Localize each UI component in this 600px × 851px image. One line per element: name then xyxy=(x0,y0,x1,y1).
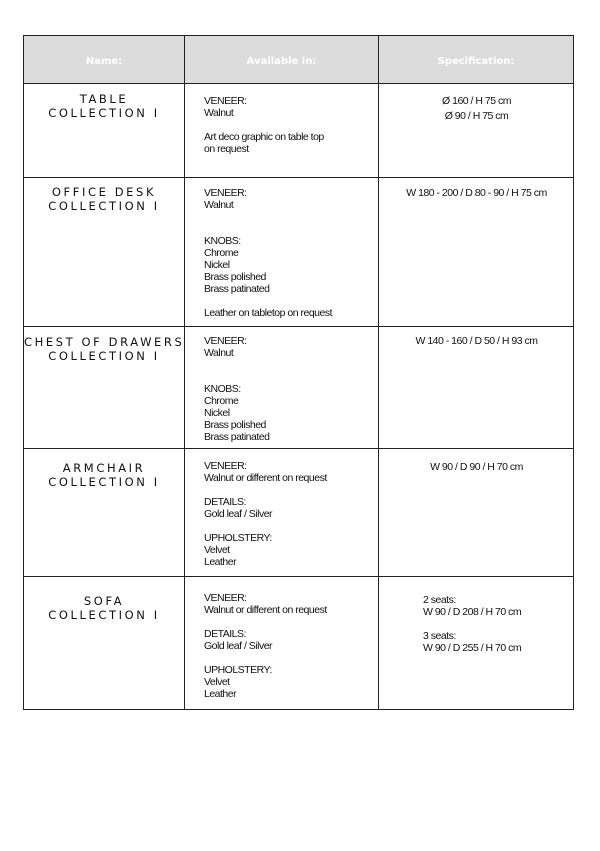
available-line: on request xyxy=(204,143,249,155)
available-line xyxy=(204,295,394,307)
row-sofa-name xyxy=(24,594,184,622)
collection-name: COLLECTION I xyxy=(48,106,160,120)
available-line: VENEER: xyxy=(204,187,247,199)
column-divider xyxy=(184,36,185,709)
row-chest-of-drawers-name xyxy=(24,335,184,363)
available-line: Chrome xyxy=(204,247,239,259)
available-line: Walnut xyxy=(204,199,234,211)
available-line: Brass polished xyxy=(204,419,266,431)
available-line: Walnut or different on request xyxy=(204,472,327,484)
available-line: Nickel xyxy=(204,407,230,419)
available-line: Gold leaf / Silver xyxy=(204,508,273,520)
product-name: CHEST OF DRAWERS xyxy=(24,335,185,349)
row-office-desk-spec xyxy=(380,187,573,199)
available-line: Nickel xyxy=(204,259,230,271)
row-table-name xyxy=(24,92,184,120)
spec-line: W 90 / D 208 / H 70 cm xyxy=(423,606,522,618)
row-sofa-available xyxy=(204,592,394,700)
product-name: OFFICE DESK xyxy=(51,185,157,199)
available-line: VENEER: xyxy=(204,592,247,604)
available-line xyxy=(204,520,394,532)
available-line xyxy=(204,371,394,383)
collection-name: COLLECTION I xyxy=(48,199,160,213)
product-name: SOFA xyxy=(83,594,125,608)
collection-name: COLLECTION I xyxy=(48,608,160,622)
specification-table xyxy=(23,35,574,710)
available-line: Walnut xyxy=(204,107,234,119)
available-line: Velvet xyxy=(204,544,230,556)
table-header xyxy=(24,36,573,84)
header-specification: Specification: xyxy=(437,56,515,67)
available-line: Brass patinated xyxy=(204,431,270,443)
spec-line: 3 seats: xyxy=(423,630,456,642)
header-available: Available in: xyxy=(246,56,317,67)
spec-line: Ø 90 / H 75 cm xyxy=(444,110,509,122)
available-line: Walnut xyxy=(204,347,234,359)
row-office-desk-available xyxy=(204,187,394,319)
spec-line: Ø 160 / H 75 cm xyxy=(442,95,511,107)
row-office-desk-name xyxy=(24,185,184,213)
available-line: UPHOLSTERY: xyxy=(204,664,272,676)
row-divider xyxy=(24,177,573,178)
row-armchair-spec xyxy=(380,461,573,473)
row-armchair-name xyxy=(24,461,184,489)
row-table-available xyxy=(204,95,394,155)
collection-name: COLLECTION I xyxy=(48,475,160,489)
available-line: KNOBS: xyxy=(204,383,241,395)
spec-line: 2 seats: xyxy=(423,594,456,606)
product-name: TABLE xyxy=(79,92,129,106)
available-line xyxy=(204,359,394,371)
spec-line: W 140 - 160 / D 50 / H 93 cm xyxy=(415,335,538,347)
row-chest-of-drawers-spec xyxy=(380,335,573,347)
row-sofa-spec xyxy=(380,594,573,654)
spec-line: W 90 / D 90 / H 70 cm xyxy=(430,461,523,473)
available-line xyxy=(204,223,394,235)
spec-line: W 90 / D 255 / H 70 cm xyxy=(423,642,522,654)
available-line xyxy=(204,484,394,496)
available-line: Chrome xyxy=(204,395,239,407)
row-table-spec xyxy=(380,94,573,124)
spec-line xyxy=(380,618,573,630)
available-line: Art deco graphic on table top xyxy=(204,131,324,143)
available-line: Brass polished xyxy=(204,271,266,283)
available-line: Brass patinated xyxy=(204,283,270,295)
available-line: Gold leaf / Silver xyxy=(204,640,273,652)
available-line xyxy=(204,652,394,664)
row-divider xyxy=(24,576,573,577)
available-line: Leather on tabletop on request xyxy=(204,307,333,319)
available-line: Leather xyxy=(204,688,237,700)
available-line: Walnut or different on request xyxy=(204,604,327,616)
available-line xyxy=(204,616,394,628)
available-line xyxy=(204,211,394,223)
available-line: VENEER: xyxy=(204,335,247,347)
available-line: DETAILS: xyxy=(204,628,246,640)
available-line: VENEER: xyxy=(204,460,247,472)
spec-line: W 180 - 200 / D 80 - 90 / H 75 cm xyxy=(406,187,547,199)
available-line: VENEER: xyxy=(204,95,247,107)
row-chest-of-drawers-available xyxy=(204,335,394,443)
available-line: DETAILS: xyxy=(204,496,246,508)
row-armchair-available xyxy=(204,460,394,568)
available-line: UPHOLSTERY: xyxy=(204,532,272,544)
row-divider xyxy=(24,326,573,327)
available-line: Velvet xyxy=(204,676,230,688)
header-name: Name: xyxy=(85,56,123,67)
product-name: ARMCHAIR xyxy=(62,461,146,475)
collection-name: COLLECTION I xyxy=(48,349,160,363)
available-line xyxy=(204,119,394,131)
available-line: KNOBS: xyxy=(204,235,241,247)
row-divider xyxy=(24,448,573,449)
available-line: Leather xyxy=(204,556,237,568)
